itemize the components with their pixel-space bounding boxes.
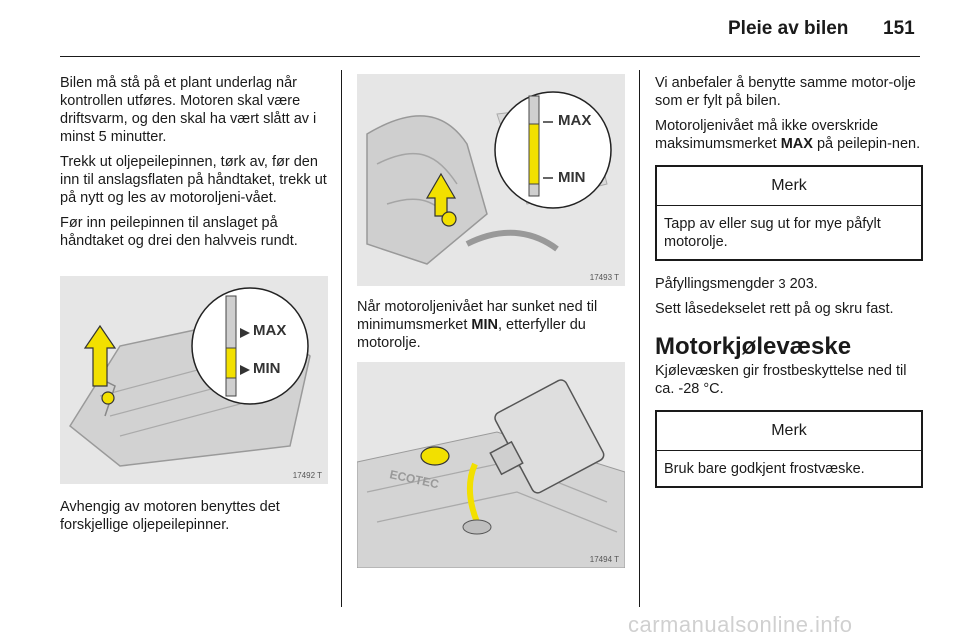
paragraph: Før inn peilepinnen til anslaget på håndtaket og drei den halvveis rundt. bbox=[60, 215, 298, 249]
column-1 bbox=[60, 74, 328, 257]
paragraph: Påfyllingsmengder 3 203. bbox=[655, 276, 818, 292]
column-divider-1 bbox=[341, 70, 342, 607]
figure-id: 17494 T bbox=[589, 555, 619, 564]
caption-text: Avhengig av motoren benyttes det forskjellige oljepeilepinner. bbox=[60, 499, 280, 533]
max-label: MAX bbox=[253, 322, 287, 339]
max-label: MAX bbox=[558, 112, 592, 129]
paragraph: Trekk ut oljepeilepinnen, tørk av, før den inn til anslagsflaten på håndtaket, trekk ut på nytt og les av motoroljeni-vået. bbox=[60, 154, 327, 206]
section-heading: Motorkjølevæske bbox=[655, 333, 852, 360]
figure-id: 17492 T bbox=[292, 471, 322, 480]
dipstick-figure-2 bbox=[357, 74, 625, 286]
watermark: carmanualsonline.info bbox=[628, 612, 853, 637]
note-title: Merk bbox=[657, 167, 921, 206]
page-header-title: Pleie av bilen bbox=[728, 18, 849, 39]
dipstick-figure-1 bbox=[60, 276, 328, 484]
paragraph: Motoroljenivået må ikke overskride maksimumsmerket MAX på peilepin-nen. bbox=[655, 118, 921, 152]
oil-refill-illustration bbox=[357, 362, 625, 568]
min-label: MIN bbox=[253, 360, 281, 377]
min-label: MIN bbox=[558, 169, 586, 186]
note-body: Bruk bare godkjent frostvæske. bbox=[664, 461, 865, 477]
cross-reference-icon: 3 bbox=[778, 276, 786, 291]
oil-refill-figure bbox=[357, 362, 625, 568]
note-box bbox=[655, 165, 923, 261]
header-divider bbox=[60, 56, 920, 57]
page-number: 151 bbox=[883, 18, 915, 39]
note-box bbox=[655, 410, 923, 488]
paragraph: Bilen må stå på et plant underlag når kontrollen utføres. Motoren skal være driftsvarm, og den skal ha vært slått av i minst 5 minutter. bbox=[60, 75, 317, 145]
paragraph: Når motoroljenivået har sunket ned til minimumsmerket MIN, etterfyller du motorolje. bbox=[357, 299, 598, 351]
paragraph: Sett låsedekselet rett på og skru fast. bbox=[655, 301, 894, 317]
column-3 bbox=[655, 74, 923, 502]
note-body: Tapp av eller sug ut for mye påfylt motorolje. bbox=[664, 216, 881, 250]
column-2-text bbox=[357, 298, 627, 359]
paragraph: Kjølevæsken gir frostbeskyttelse ned til ca. -28 °C. bbox=[655, 363, 907, 397]
engine-label: ECOTEC bbox=[388, 467, 441, 492]
note-title: Merk bbox=[657, 412, 921, 451]
paragraph: Vi anbefaler å benytte samme motor-olje som er fylt på bilen. bbox=[655, 75, 916, 109]
figure-caption bbox=[60, 498, 328, 541]
column-divider-2 bbox=[639, 70, 640, 607]
engine-dipstick-illustration bbox=[60, 276, 328, 484]
figure-id: 17493 T bbox=[589, 273, 619, 282]
